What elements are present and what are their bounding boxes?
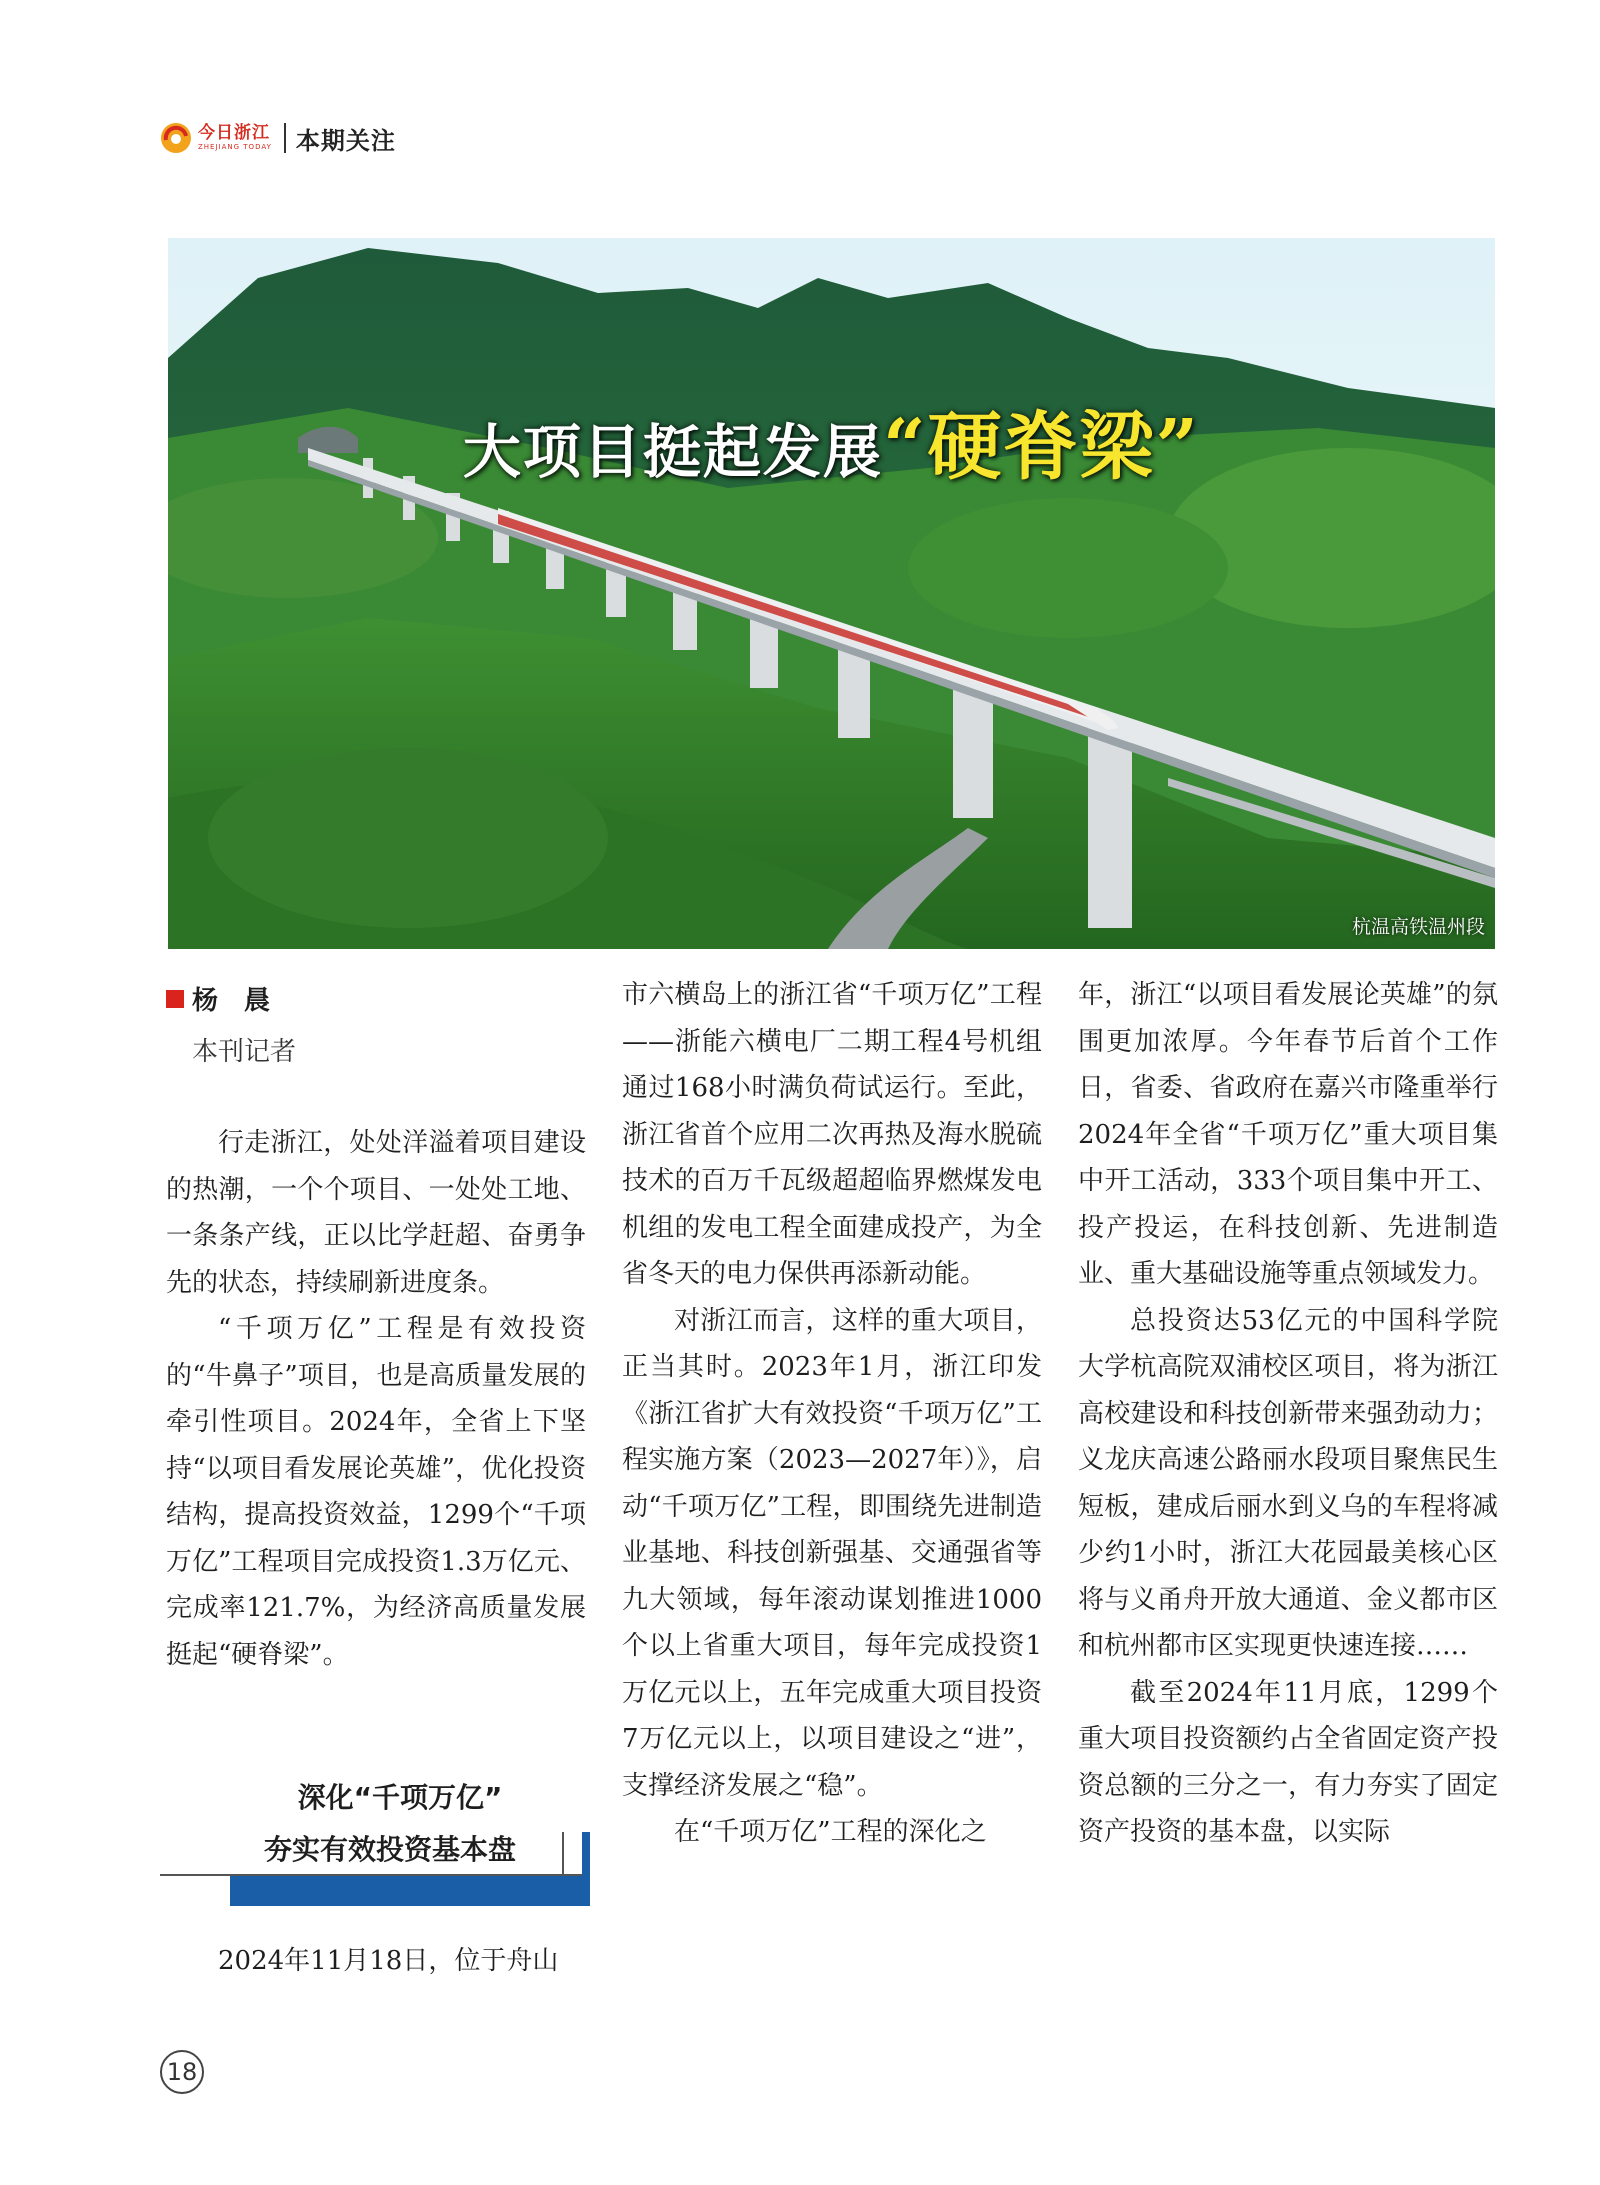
article-column-3 [1078,972,1498,1856]
subheading-blue-tick [582,1832,590,1876]
photo-caption: 杭温高铁温州段 [1351,916,1485,938]
section-label: 本期关注 [295,126,396,155]
photo-title-main: 大项目挺起发展 [462,418,883,486]
hero-photo [168,238,1495,949]
author [166,980,296,1017]
paragraph: “千项万亿”工程是有效投资的“牛鼻子”项目，也是高质量发展的牵引性项目。2024年，全省上下坚持“以项目看发展论英雄”，优化投资结构，提高投资效益，1299个“千项万亿”工程项目完成投资1.3万亿元、完成率121.7%，为经济高质量发展挺起“硬脊梁”。 [166,1314,586,1670]
logo-icon [160,122,192,154]
paragraph: 总投资达53亿元的中国科学院大学杭高院双浦校区项目，将为浙江高校建设和科技创新带来强劲动力；义龙庆高速公路丽水段项目聚焦民生短板，建成后丽水到义乌的车程将减少约1小时，浙江大花园最美核心区将与义甬舟开放大通道、金义都市区和杭州都市区实现更快速连接…… [1078,1305,1498,1661]
paragraph: 行走浙江，处处洋溢着项目建设的热潮，一个个项目、一处处工地、一条条产线，正以比学赶超、奋勇争先的状态，持续刷新进度条。 [166,1128,586,1298]
article-column-2 [622,972,1042,1856]
logo-text [198,125,272,151]
byline [166,980,296,1068]
page-number: 18 [160,2050,204,2094]
logo-chinese: 今日浙江 [198,123,270,143]
paragraph: 年，浙江“以项目看发展论英雄”的氛围更加浓厚。今年春节后首个工作日，省委、省政府在嘉兴市隆重举行2024年全省“千项万亿”重大项目集中开工活动，333个项目集中开工、投产投运，在科技创新、先进制造业、重大基础设施等重点领域发力。 [1078,980,1498,1289]
paragraph: 2024年11月18日，位于舟山 [218,1946,559,1976]
section-subheading [160,1770,590,1900]
article-column-1 [166,1120,586,1678]
subheading-rule [160,1874,590,1876]
header-divider [284,123,286,153]
paragraph: 市六横岛上的浙江省“千项万亿”工程——浙能六横电厂二期工程4号机组通过168小时满负荷试运行。至此，浙江省首个应用二次再热及海水脱硫技术的百万千瓦级超超临界燃煤发电机组的发电工程全面建成投产，为全省冬天的电力保供再添新动能。 [622,980,1042,1289]
paragraph: 对浙江而言，这样的重大项目，正当其时。2023年1月，浙江印发《浙江省扩大有效投资“千项万亿”工程实施方案（2023—2027年）》，启动“千项万亿”工程，即围绕先进制造业基地、科技创新强基、交通强省等九大领域，每年滚动谋划推进1000个以上省重大项目，每年完成投资1万亿元以上，五年完成重大项目投资7万亿元以上，以项目建设之“进”，支撑经济发展之“稳”。 [622,1305,1042,1801]
subheading-line-1: 深化“千项万亿” [297,1781,503,1814]
logo-english: ZHEJIANG TODAY [198,143,272,151]
author-name: 杨 晨 [192,986,271,1016]
subheading-line-2: 夯实有效投资基本盘 [263,1833,516,1866]
paragraph: 截至2024年11月底，1299个重大项目投资额约占全省固定资产投资总额的三分之一，有力夯实了固定资产投资的基本盘，以实际 [1078,1677,1498,1847]
subheading-blue-bar [230,1874,590,1906]
author-role: 本刊记者 [192,1037,297,1067]
photo-title [168,388,1495,494]
red-square-icon [166,990,184,1008]
photo-title-highlight: “硬脊梁” [882,404,1201,490]
page-header [160,118,396,158]
paragraph: 在“千项万亿”工程的深化之 [674,1817,987,1847]
